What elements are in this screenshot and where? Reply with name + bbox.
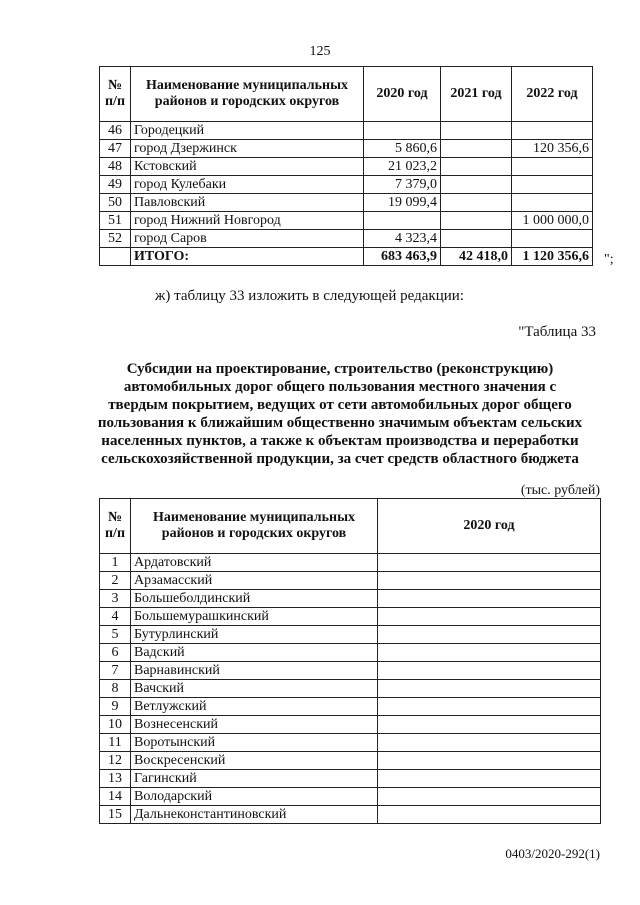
row-number: 50 [100, 194, 131, 212]
row-name: город Саров [131, 230, 364, 248]
instruction-text: ж) таблицу 33 изложить в следующей редакции: [155, 288, 464, 304]
table-row [100, 194, 593, 212]
table-heading [90, 360, 590, 468]
heading-line: твердым покрытием, ведущих от сети автомобильных дорог общего [108, 397, 572, 413]
row-name: город Кулебаки [131, 176, 364, 194]
row-2020 [378, 644, 601, 662]
row-2022 [512, 230, 593, 248]
header-name: Наименование муниципальных районов и городских округов [131, 499, 378, 554]
table-row [100, 140, 593, 158]
row-name: Большемурашкинский [131, 608, 378, 626]
row-2020: 21 023,2 [364, 158, 441, 176]
row-name: Ардатовский [131, 554, 378, 572]
table-row [100, 716, 601, 734]
table-row [100, 230, 593, 248]
row-number: 5 [100, 626, 131, 644]
row-name: Воскресенский [131, 752, 378, 770]
row-number: 8 [100, 680, 131, 698]
row-number: 1 [100, 554, 131, 572]
row-2022: 120 356,6 [512, 140, 593, 158]
row-number: 10 [100, 716, 131, 734]
heading-line: населенных пунктов, а также к объектам производства и переработки [101, 433, 579, 449]
row-2021 [441, 212, 512, 230]
row-name: Павловский [131, 194, 364, 212]
row-name: Большеболдинский [131, 590, 378, 608]
row-number: 12 [100, 752, 131, 770]
row-2020 [378, 554, 601, 572]
table-row [100, 158, 593, 176]
row-2020 [364, 212, 441, 230]
header-2021: 2021 год [441, 67, 512, 122]
header-num: № п/п [100, 499, 131, 554]
row-name: Вачский [131, 680, 378, 698]
document-code: 0403/2020-292(1) [505, 846, 600, 861]
table-row [100, 662, 601, 680]
row-name: Кстовский [131, 158, 364, 176]
row-name: Городецкий [131, 122, 364, 140]
table-row [100, 608, 601, 626]
row-2022: 1 000 000,0 [512, 212, 593, 230]
table-row [100, 698, 601, 716]
row-name: Вознесенский [131, 716, 378, 734]
table-row [100, 806, 601, 824]
row-2022 [512, 158, 593, 176]
row-name: Воротынский [131, 734, 378, 752]
table-row [100, 734, 601, 752]
heading-line: автомобильных дорог общего пользования местного значения с [123, 379, 557, 395]
row-2020 [378, 608, 601, 626]
row-2020 [378, 626, 601, 644]
table-row [100, 788, 601, 806]
row-2020 [378, 662, 601, 680]
row-2020: 5 860,6 [364, 140, 441, 158]
table-row [100, 572, 601, 590]
row-2020 [378, 572, 601, 590]
heading-line: пользования к ближайшим общественно значимым объектам сельских [97, 415, 583, 431]
total-2022: 1 120 356,6 [512, 248, 593, 266]
row-number: 49 [100, 176, 131, 194]
total-label: ИТОГО: [131, 248, 364, 266]
row-name: Варнавинский [131, 662, 378, 680]
page-number: 125 [309, 44, 331, 59]
row-2020 [378, 734, 601, 752]
table-row [100, 554, 601, 572]
row-2021 [441, 140, 512, 158]
row-number: 52 [100, 230, 131, 248]
row-name: город Дзержинск [131, 140, 364, 158]
heading-line: Субсидии на проектирование, строительство (реконструкцию) [126, 361, 554, 377]
row-2020 [378, 752, 601, 770]
row-name: город Нижний Новгород [131, 212, 364, 230]
row-name: Вадский [131, 644, 378, 662]
row-number: 9 [100, 698, 131, 716]
header-name: Наименование муниципальных районов и городских округов [131, 67, 364, 122]
row-2022 [512, 176, 593, 194]
table-row [100, 770, 601, 788]
row-number: 13 [100, 770, 131, 788]
row-number: 3 [100, 590, 131, 608]
total-2021: 42 418,0 [441, 248, 512, 266]
units-label: (тыс. рублей) [520, 483, 600, 498]
row-2021 [441, 230, 512, 248]
row-2022 [512, 194, 593, 212]
row-name: Дальнеконстантиновский [131, 806, 378, 824]
table-label: "Таблица 33 [518, 324, 596, 340]
row-2020 [378, 590, 601, 608]
row-number: 46 [100, 122, 131, 140]
row-2020 [378, 788, 601, 806]
row-number: 11 [100, 734, 131, 752]
total-num-empty [100, 248, 131, 266]
row-name: Ветлужский [131, 698, 378, 716]
row-2020 [378, 698, 601, 716]
table-row [100, 626, 601, 644]
header-2020: 2020 год [364, 67, 441, 122]
header-2020: 2020 год [378, 499, 601, 554]
row-number: 51 [100, 212, 131, 230]
row-2020: 19 099,4 [364, 194, 441, 212]
row-2021 [441, 194, 512, 212]
table-header-row [100, 67, 593, 122]
heading-line: сельскохозяйственной продукции, за счет средств областного бюджета [101, 451, 579, 467]
row-number: 4 [100, 608, 131, 626]
table-body [100, 122, 593, 266]
row-2021 [441, 176, 512, 194]
quote-suffix: "; [604, 252, 614, 267]
row-2022 [512, 122, 593, 140]
table-row [100, 752, 601, 770]
row-number: 2 [100, 572, 131, 590]
table-row [100, 212, 593, 230]
table-33 [99, 498, 601, 824]
row-2020 [378, 770, 601, 788]
row-number: 48 [100, 158, 131, 176]
row-2020 [364, 122, 441, 140]
row-number: 6 [100, 644, 131, 662]
row-number: 15 [100, 806, 131, 824]
row-2020 [378, 716, 601, 734]
row-2020: 7 379,0 [364, 176, 441, 194]
row-number: 47 [100, 140, 131, 158]
table-row [100, 680, 601, 698]
row-number: 14 [100, 788, 131, 806]
row-2021 [441, 158, 512, 176]
row-2021 [441, 122, 512, 140]
row-name: Володарский [131, 788, 378, 806]
table-row [100, 590, 601, 608]
row-name: Бутурлинский [131, 626, 378, 644]
row-2020 [378, 806, 601, 824]
row-2020: 4 323,4 [364, 230, 441, 248]
row-2020 [378, 680, 601, 698]
total-2020: 683 463,9 [364, 248, 441, 266]
total-row [100, 248, 593, 266]
table-row [100, 644, 601, 662]
table-row [100, 122, 593, 140]
header-2022: 2022 год [512, 67, 593, 122]
header-num: № п/п [100, 67, 131, 122]
table-header-row [100, 499, 601, 554]
row-number: 7 [100, 662, 131, 680]
table-row [100, 176, 593, 194]
row-name: Арзамасский [131, 572, 378, 590]
table-subsidies-continued [99, 66, 593, 266]
row-name: Гагинский [131, 770, 378, 788]
table-body [100, 554, 601, 824]
